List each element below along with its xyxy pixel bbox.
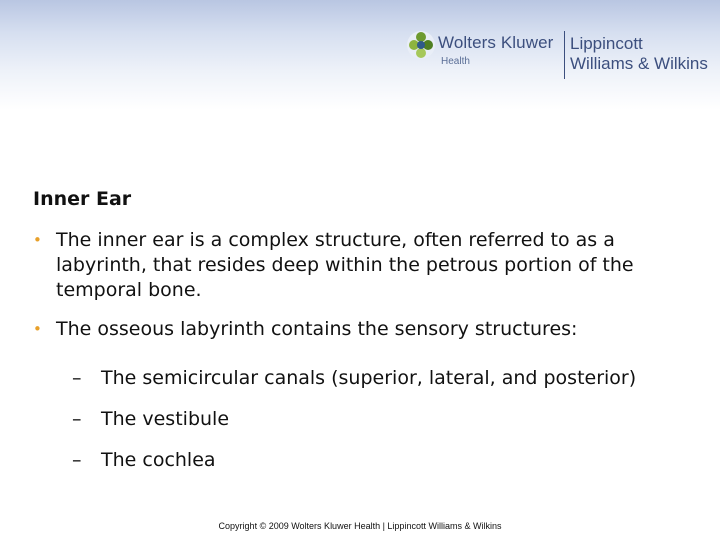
division-name: Health: [441, 56, 470, 67]
imprint-line-2: Williams & Wilkins: [570, 54, 708, 73]
bullet-item: [33, 317, 693, 342]
slide-title: Inner Ear: [33, 188, 132, 210]
sub-bullet-text: The vestibule: [101, 408, 230, 430]
bullet-text: The inner ear is a complex structure, often referred to as a labyrinth, that resides deep within the petrous portion of the temporal bone.: [56, 229, 634, 301]
company-name: Wolters Kluwer: [438, 33, 554, 52]
bullet-text: The osseous labyrinth contains the sensory structures:: [56, 318, 578, 340]
bullet-marker-icon: •: [33, 231, 42, 249]
slide-content: [33, 228, 693, 472]
dash-marker-icon: –: [72, 449, 82, 471]
dash-marker-icon: –: [72, 408, 82, 430]
sub-bullet-item: [33, 449, 693, 472]
wolters-kluwer-logo-mark-icon: [406, 30, 436, 60]
publisher-logo: [404, 28, 720, 80]
sub-bullet-text: The cochlea: [101, 449, 216, 471]
bullet-marker-icon: •: [33, 320, 42, 338]
logo-divider: [564, 31, 565, 79]
sub-bullet-text: The semicircular canals (superior, lateral, and posterior): [101, 367, 637, 389]
sub-bullet-item: [33, 408, 693, 431]
imprint-line-1: Lippincott: [570, 34, 643, 53]
dash-marker-icon: –: [72, 367, 82, 389]
copyright-footer: Copyright © 2009 Wolters Kluwer Health | Lippincott Williams & Wilkins: [218, 521, 502, 531]
sub-bullet-item: [33, 367, 693, 390]
bullet-item: [33, 228, 693, 303]
